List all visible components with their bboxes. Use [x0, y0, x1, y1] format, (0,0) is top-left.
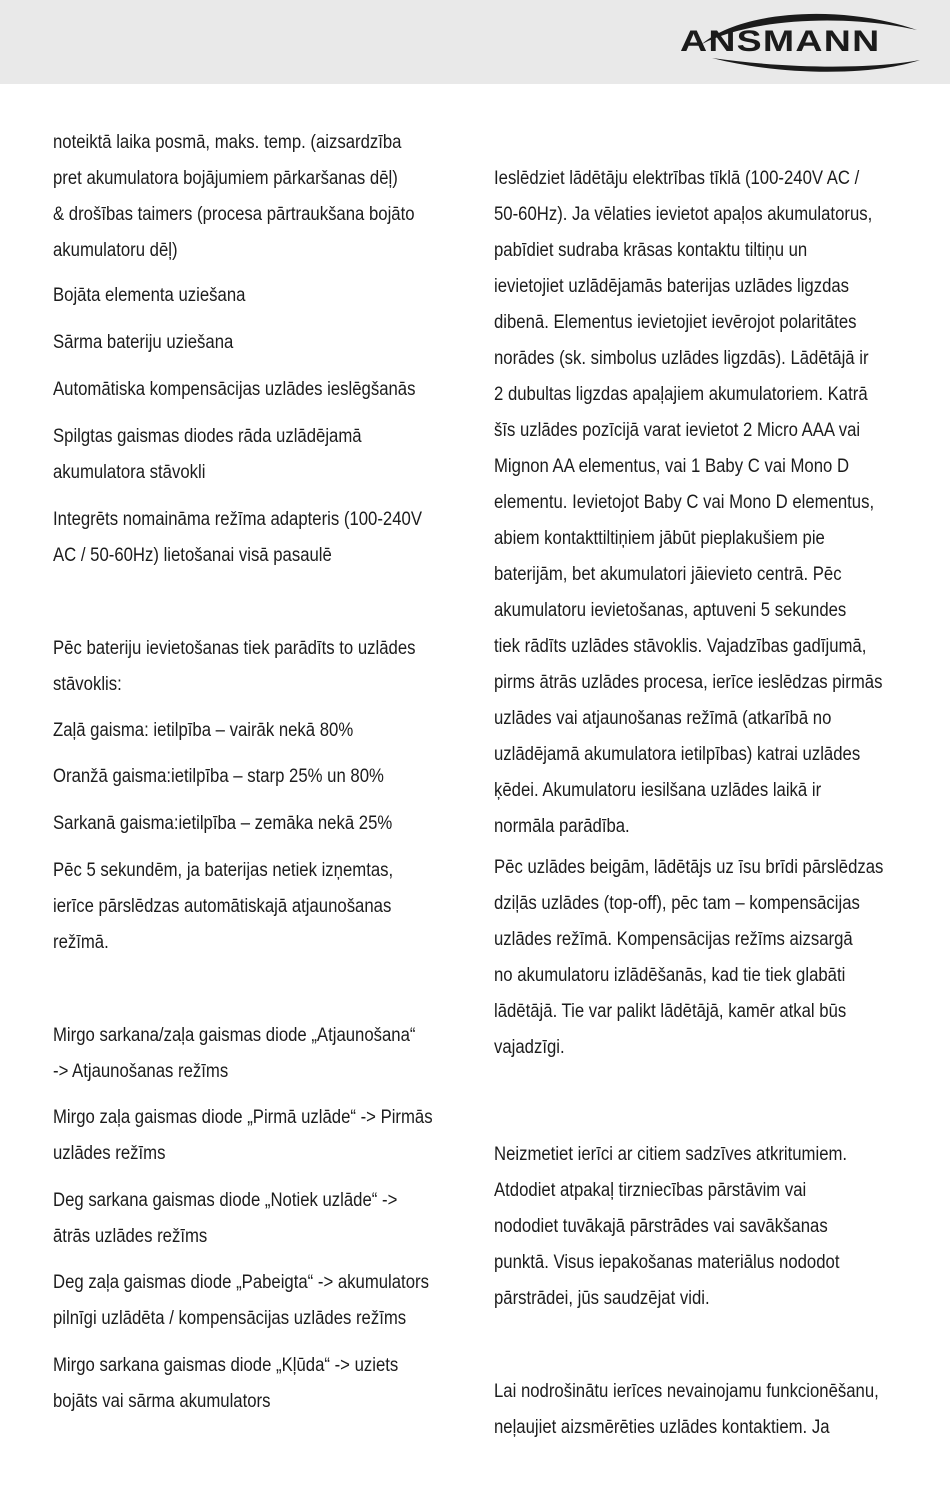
- text-line: no akumulatoru izlādēšanās, kad tie tiek glabāti: [494, 965, 846, 986]
- page-header: [0, 0, 950, 84]
- text-line: ātrās uzlādes režīms: [53, 1226, 208, 1247]
- text-line: pārstrādei, jūs saudzējat vidi.: [494, 1288, 710, 1309]
- text-line: AC / 50-60Hz) lietošanai visā pasaulē: [53, 545, 332, 566]
- text-line: Integrēts nomaināma režīma adapteris (100-240V: [53, 509, 422, 530]
- text-line: Sārma bateriju uziešana: [53, 332, 234, 353]
- paragraph: [53, 1183, 397, 1255]
- paragraph: [53, 1348, 398, 1420]
- text-line: punktā. Visus iepakošanas materiālus nododot: [494, 1252, 840, 1273]
- text-line: režīmā.: [53, 932, 109, 953]
- paragraph: [53, 372, 415, 408]
- text-line: Pēc 5 sekundēm, ja baterijas netiek izņemtas,: [53, 860, 394, 881]
- text-line: Lai nodrošinātu ierīces nevainojamu funkcionēšanu,: [494, 1381, 879, 1402]
- paragraph: [53, 125, 415, 269]
- text-line: pirms ātrās uzlādes procesa, ierīce ieslēdzas pirmās: [494, 672, 883, 693]
- text-line: dibenā. Elementus ievietojiet ievērojot polaritātes: [494, 312, 857, 333]
- ansmann-logo: [672, 6, 932, 80]
- text-line: Deg zaļa gaismas diode „Pabeigta“ -> akumulators: [53, 1272, 429, 1293]
- text-line: 2 dubultas ligzdas apaļajiem akumulatoriem. Katrā: [494, 384, 868, 405]
- text-line: Deg sarkana gaismas diode „Notiek uzlāde“ ->: [53, 1190, 398, 1211]
- text-line: -> Atjaunošanas režīms: [53, 1061, 229, 1082]
- text-line: stāvoklis:: [53, 674, 122, 695]
- paragraph: [494, 850, 883, 1066]
- text-line: ķēdei. Akumulatoru iesilšana uzlādes laikā ir: [494, 780, 822, 801]
- text-line: noteiktā laika posmā, maks. temp. (aizsardzība: [53, 132, 402, 153]
- text-line: šīs uzlādes pozīcijā varat ievietot 2 Micro AAA vai: [494, 420, 861, 441]
- paragraph: [53, 806, 392, 842]
- text-line: akumulatora stāvokli: [53, 462, 206, 483]
- text-line: normāla parādība.: [494, 816, 630, 837]
- text-line: elementu. Ievietojot Baby C vai Mono D elementus,: [494, 492, 875, 513]
- text-line: Mirgo sarkana/zaļa gaismas diode „Atjaunošana“: [53, 1025, 416, 1046]
- text-line: pabīdiet sudraba krāsas kontaktu tiltiņu un: [494, 240, 808, 261]
- logo-wordmark: ANSMANN: [680, 25, 881, 58]
- paragraph: [53, 631, 415, 703]
- text-line: dziļās uzlādes (top-off), pēc tam – kompensācijas: [494, 893, 860, 914]
- text-line: vajadzīgi.: [494, 1037, 565, 1058]
- text-line: uzlādes vai atjaunošanas režīmā (atkarībā no: [494, 708, 832, 729]
- text-line: pret akumulatora bojājumiem pārkaršanas dēļ): [53, 168, 398, 189]
- text-line: Mirgo sarkana gaismas diode „Kļūda“ -> uziets: [53, 1355, 399, 1376]
- text-line: Oranžā gaisma:ietilpība – starp 25% un 80%: [53, 766, 384, 787]
- text-line: pilnīgi uzlādēta / kompensācijas uzlādes režīms: [53, 1308, 407, 1329]
- text-line: uzlādes režīms: [53, 1143, 166, 1164]
- text-line: neļaujiet aizsmērēties uzlādes kontaktiem. Ja: [494, 1417, 830, 1438]
- paragraph: [53, 759, 384, 795]
- text-line: Ieslēdziet lādētāju elektrības tīklā (100-240V AC /: [494, 168, 860, 189]
- text-line: Zaļā gaisma: ietilpība – vairāk nekā 80%: [53, 720, 354, 741]
- text-line: abiem kontakttiltiņiem jābūt pieplakušiem pie: [494, 528, 825, 549]
- text-line: Spilgtas gaismas diodes rāda uzlādējamā: [53, 426, 362, 447]
- text-line: Sarkanā gaisma:ietilpība – zemāka nekā 25%: [53, 813, 393, 834]
- text-line: Pēc uzlādes beigām, lādētājs uz īsu brīdi pārslēdzas: [494, 857, 884, 878]
- text-line: Bojāta elementa uziešana: [53, 285, 246, 306]
- paragraph: [53, 1100, 433, 1172]
- paragraph: [53, 502, 422, 574]
- paragraph: [494, 1374, 879, 1446]
- text-line: uzlādes režīmā. Kompensācijas režīms aizsargā: [494, 929, 853, 950]
- paragraph: [53, 1018, 415, 1090]
- paragraph: [53, 853, 393, 961]
- text-line: Mignon AA elementus, vai 1 Baby C vai Mono D: [494, 456, 850, 477]
- paragraph: [53, 1265, 429, 1337]
- text-line: Pēc bateriju ievietošanas tiek parādīts to uzlādes: [53, 638, 416, 659]
- text-line: Automātiska kompensācijas uzlādes ieslēgšanās: [53, 379, 416, 400]
- paragraph: [53, 713, 353, 749]
- text-line: Neizmetiet ierīci ar citiem sadzīves atkritumiem.: [494, 1144, 848, 1165]
- text-line: akumulatoru ievietošanas, aptuveni 5 sekundes: [494, 600, 847, 621]
- text-line: nododiet tuvākajā pārstrādes vai savākšanas: [494, 1216, 828, 1237]
- paragraph: [494, 161, 882, 845]
- text-line: 50-60Hz). Ja vēlaties ievietot apaļos akumulatorus,: [494, 204, 873, 225]
- paragraph: [53, 325, 233, 361]
- text-line: tiek rādīts uzlādes stāvoklis. Vajadzības gadījumā,: [494, 636, 867, 657]
- paragraph: [53, 419, 362, 491]
- text-line: ievietojiet uzlādējamās baterijas uzlādes ligzdas: [494, 276, 850, 297]
- paragraph: [494, 1137, 847, 1317]
- text-line: Mirgo zaļa gaismas diode „Pirmā uzlāde“ -> Pirmās: [53, 1107, 433, 1128]
- text-line: Atdodiet atpakaļ tirzniecības pārstāvim vai: [494, 1180, 807, 1201]
- paragraph: [53, 278, 245, 314]
- text-line: & drošības taimers (procesa pārtraukšana bojāto: [53, 204, 415, 225]
- text-line: norādes (sk. simbolus uzlādes ligzdās). Lādētājā ir: [494, 348, 869, 369]
- text-line: bojāts vai sārma akumulators: [53, 1391, 271, 1412]
- text-line: uzlādējamā akumulatora ietilpības) katrai uzlādes: [494, 744, 861, 765]
- text-line: baterijām, bet akumulatori jāievieto centrā. Pēc: [494, 564, 842, 585]
- text-line: ierīce pārslēdzas automātiskajā atjaunošanas: [53, 896, 392, 917]
- text-line: lādētājā. Tie var palikt lādētājā, kamēr atkal būs: [494, 1001, 847, 1022]
- text-line: akumulatoru dēļ): [53, 240, 178, 261]
